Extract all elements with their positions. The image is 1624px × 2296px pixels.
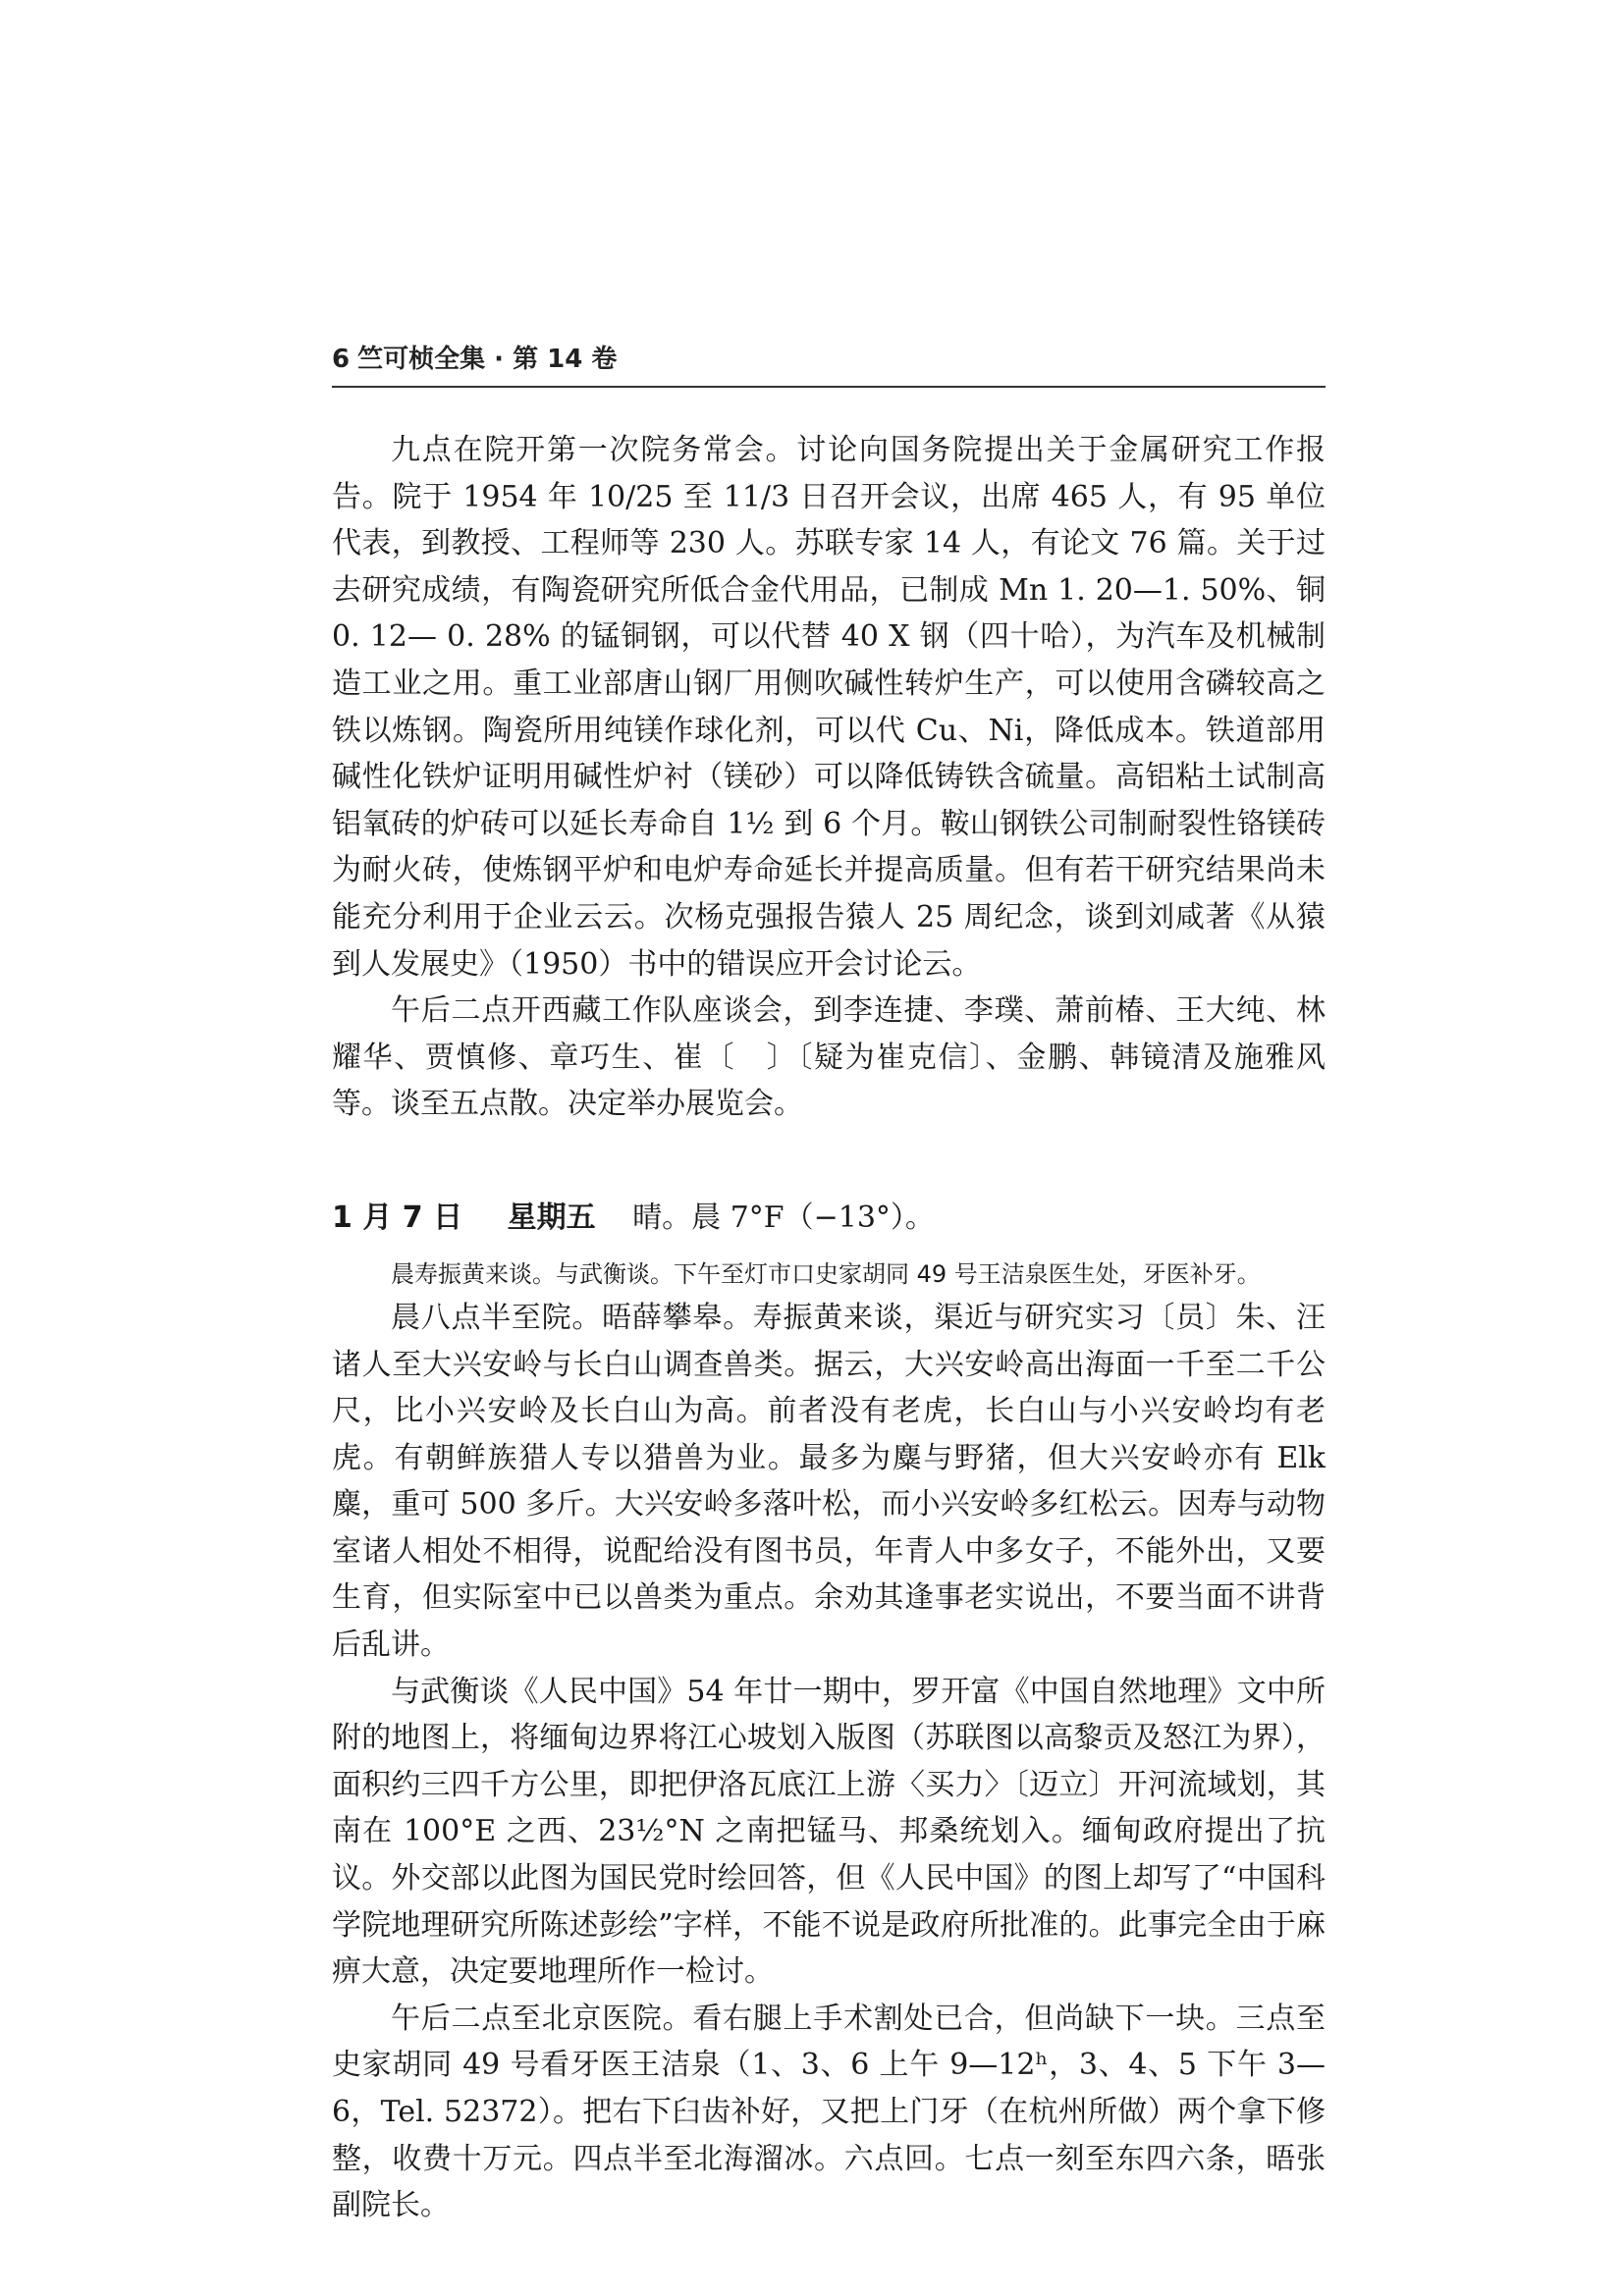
running-header (332, 339, 1326, 388)
page-number: 6 (332, 345, 351, 374)
entry-weather: 晴。晨 7°F（−13°）。 (632, 1200, 935, 1235)
paragraph: 九点在院开第一次院务常会。讨论向国务院提出关于金属研究工作报告。院于 1954 年 10/25 至 11/3 日召开会议，出席 465 人，有 95 单位代表，到教授、工程师等 230 人。苏联专家 14 人，有论文 76 篇。关于过去研究成绩，有陶瓷研究所低合金代用品，已制成 Mn 1. 20—1. 50%、铜 0. 12— 0. 28% 的锰铜钢，可以代替 40 X 钢（四十哈），为汽车及机械制造工业之用。重工业部唐山钢厂用侧吹碱性转炉生产，可以使用含磷较高之铁以炼钢。陶瓷所用纯镁作球化剂，可以代 Cu、Ni，降低成本。铁道部用碱性化铁炉证明用碱性炉衬（镁砂）可以降低铸铁含硫量。高铝粘土试制高铝氧砖的炉砖可以延长寿命自 1½ 到 6 个月。鞍山钢铁公司制耐裂性铬镁砖为耐火砖，使炼钢平炉和电炉寿命延长并提高质量。但有若干研究结果尚未能充分利用于企业云云。次杨克强报告猿人 25 周纪念，谈到刘咸著《从猿到人发展史》（1950）书中的错误应开会讨论云。 (332, 433, 1326, 982)
paragraph: 午后二点至北京医院。看右腿上手术割处已合，但尚缺下一块。三点至史家胡同 49 号看牙医王洁泉（1、3、6 上午 9—12ʰ，3、4、5 下午 3— 6，Tel. 52372）。把右下臼齿补好，又把上门牙（在杭州所做）两个拿下修整，收费十万元。四点半至北海溜冰。六点回。七点一刻至东四六条，晤张副院长。 (332, 2001, 1326, 2223)
book-page (332, 339, 1326, 2229)
paragraph: 午后二点开西藏工作队座谈会，到李连捷、李璞、萧前椿、王大纯、林耀华、贾慎修、章巧生、崔〔 〕〔疑为崔克信〕、金鹏、韩镜清及施雅风等。谈至五点散。决定举办展览会。 (332, 993, 1326, 1122)
section-continued (332, 427, 1326, 1128)
paragraph: 与武衡谈《人民中国》54 年廿一期中，罗开富《中国自然地理》文中所附的地图上，将缅甸边界将江心坡划入版图（苏联图以高黎贡及怒江为界），面积约三四千方公里，即把伊洛瓦底江上游〈买力〉〔迈立〕开河流域划，其南在 100°E 之西、23½°N 之南把锰马、邦桑统划入。缅甸政府提出了抗议。外交部以此图为国民党时绘回答，但《人民中国》的图上却写了“中国科学院地理研究所陈述彭绘”字样，不能不说是政府所批准的。此事完全由于麻痹大意，决定要地理所作一检讨。 (332, 1674, 1326, 1990)
diary-entry-heading (332, 1191, 1326, 1246)
entry-date: 1 月 7 日 (332, 1200, 463, 1235)
book-title: 竺可桢全集 · 第 14 卷 (357, 345, 618, 374)
entry-weekday: 星期五 (507, 1200, 596, 1235)
entry-summary: 晨寿振黄来谈。与武衡谈。下午至灯市口史家胡同 49 号王洁泉医生处，牙医补牙。 (391, 1259, 1261, 1288)
paragraph: 晨八点半至院。晤薛攀皋。寿振黄来谈，渠近与研究实习〔员〕朱、汪诸人至大兴安岭与长白山调查兽类。据云，大兴安岭高出海面一千至二千公尺，比小兴安岭及长白山为高。前者没有老虎，长白山与小兴安岭均有老虎。有朝鲜族猎人专以猎兽为业。最多为麋与野猪，但大兴安岭亦有 Elk 麋，重可 500 多斤。大兴安岭多落叶松，而小兴安岭多红松云。因寿与动物室诸人相处不相得，说配给没有图书员，年青人中多女子，不能外出，又要生育，但实际室中已以兽类为重点。余劝其逢事老实说出，不要当面不讲背后乱讲。 (332, 1300, 1326, 1663)
entry-body (332, 1295, 1326, 2229)
